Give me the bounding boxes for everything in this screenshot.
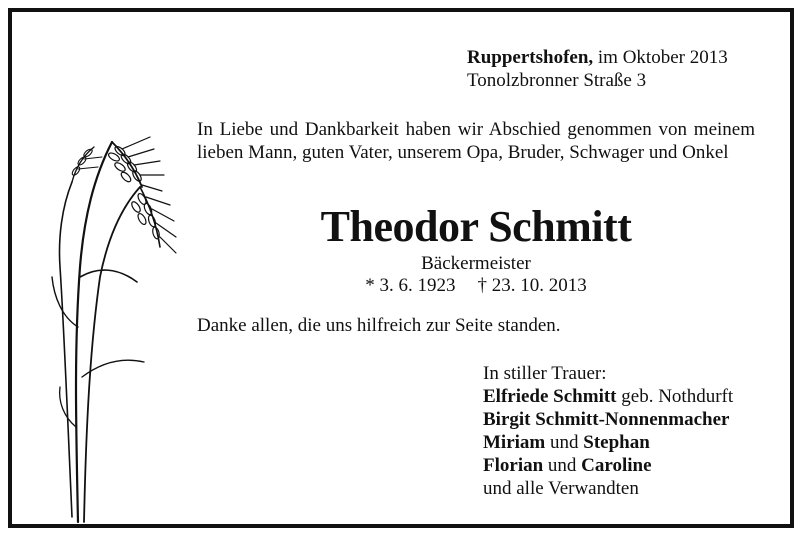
deceased-name: Theodor Schmitt [320, 202, 632, 251]
mourners-list [483, 362, 733, 500]
mourner-name: Miriam [483, 432, 546, 453]
thanks-text: Danke allen, die uns hilfreich zur Seite standen. [197, 315, 561, 336]
place-date-line [467, 46, 728, 69]
deceased-profession: Bäckermeister [421, 253, 531, 274]
mourner-line [483, 385, 733, 408]
conjunction: und [547, 455, 577, 476]
obituary-notice [8, 8, 794, 528]
mourner-name: Florian [483, 455, 544, 476]
mourner-line: Birgit Schmitt-Nonnenmacher [483, 409, 730, 430]
street-address: Tonolzbronner Straße 3 [467, 70, 647, 91]
notice-date: im Oktober 2013 [597, 47, 728, 68]
mourner-line [483, 431, 733, 454]
life-dates [197, 274, 755, 297]
mourner-name: Stephan [583, 432, 650, 453]
wheat-ear-icon [42, 127, 182, 527]
birth-date: * 3. 6. 1923 [365, 275, 456, 296]
mourner-note: geb. Nothdurft [621, 386, 734, 407]
mourner-name: Caroline [581, 455, 652, 476]
place-name: Ruppertshofen, [467, 47, 594, 68]
header-address [467, 46, 728, 92]
mourner-name: Elfriede Schmitt [483, 386, 617, 407]
intro-text: In Liebe und Dankbarkeit haben wir Abschied genommen von meinem lieben Mann, guten Vater, unserem Opa, Bruder, Schwager und Onkel [197, 119, 755, 163]
mourner-line: und alle Verwandten [483, 478, 639, 499]
mourners-heading: In stiller Trauer: [483, 363, 607, 384]
conjunction: und [550, 432, 579, 453]
mourner-line [483, 454, 733, 477]
death-date: † 23. 10. 2013 [477, 275, 587, 296]
